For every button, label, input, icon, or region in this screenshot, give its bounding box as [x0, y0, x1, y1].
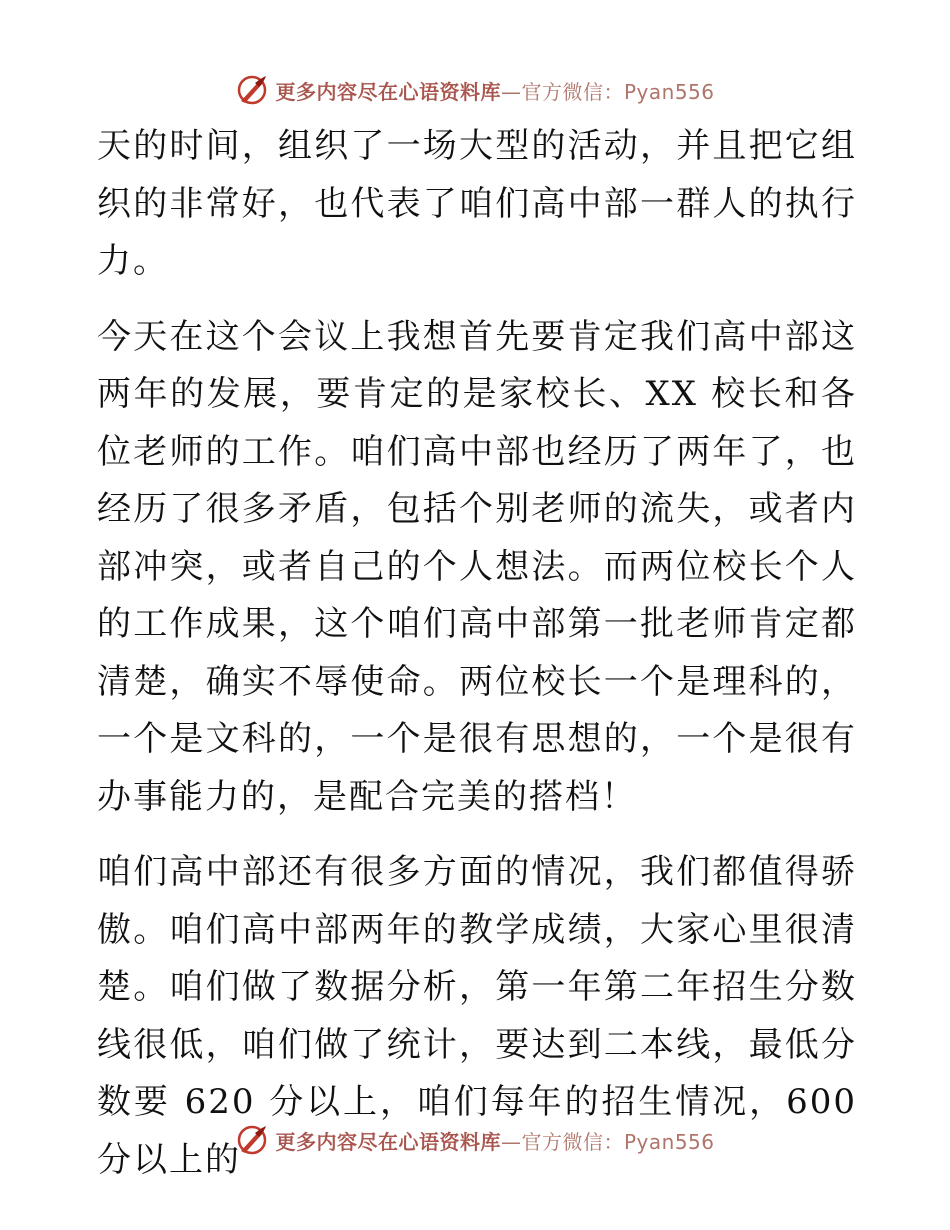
watermark-wechat-label: 官方微信： [521, 79, 624, 104]
watermark-separator: — [500, 79, 522, 104]
watermark-brand: 更多内容尽在心语资料库 [275, 79, 501, 104]
watermark-text [275, 76, 714, 105]
quill-pen-logo-icon [235, 73, 269, 107]
watermark-wechat-id: Pyan556 [623, 79, 715, 104]
quill-pen-logo-icon [235, 1123, 269, 1157]
watermark-brand: 更多内容尽在心语资料库 [275, 1129, 501, 1154]
watermark-separator: — [500, 1129, 522, 1154]
header-watermark [0, 70, 950, 110]
document-body [97, 118, 857, 1189]
paragraph: 天的时间，组织了一场大型的活动，并且把它组织的非常好，也代表了咱们高中部一群人的执行力。 [97, 126, 857, 281]
footer-watermark [0, 1120, 950, 1160]
watermark-text [275, 1126, 714, 1155]
paragraph: 咱们高中部还有很多方面的情况，我们都值得骄傲。咱们高中部两年的教学成绩，大家心里很清楚。咱们做了数据分析，第一年第二年招生分数线很低，咱们做了统计，要达到二本线，最低分数要 620 分以上，咱们每年的招生情况，600 分以上的 [97, 852, 857, 1180]
paragraph: 今天在这个会议上我想首先要肯定我们高中部这两年的发展，要肯定的是家校长、XX 校长和各位老师的工作。咱们高中部也经历了两年了，也经历了很多矛盾，包括个别老师的流失，或者内部冲突，或者自己的个人想法。而两位校长个人的工作成果，这个咱们高中部第一批老师肯定都清楚，确实不辱使命。两位校长一个是理科的，一个是文科的，一个是很有思想的，一个是很有办事能力的，是配合完美的搭档！ [97, 316, 857, 817]
watermark-wechat-label: 官方微信： [521, 1129, 624, 1154]
watermark-wechat-id: Pyan556 [623, 1129, 715, 1154]
